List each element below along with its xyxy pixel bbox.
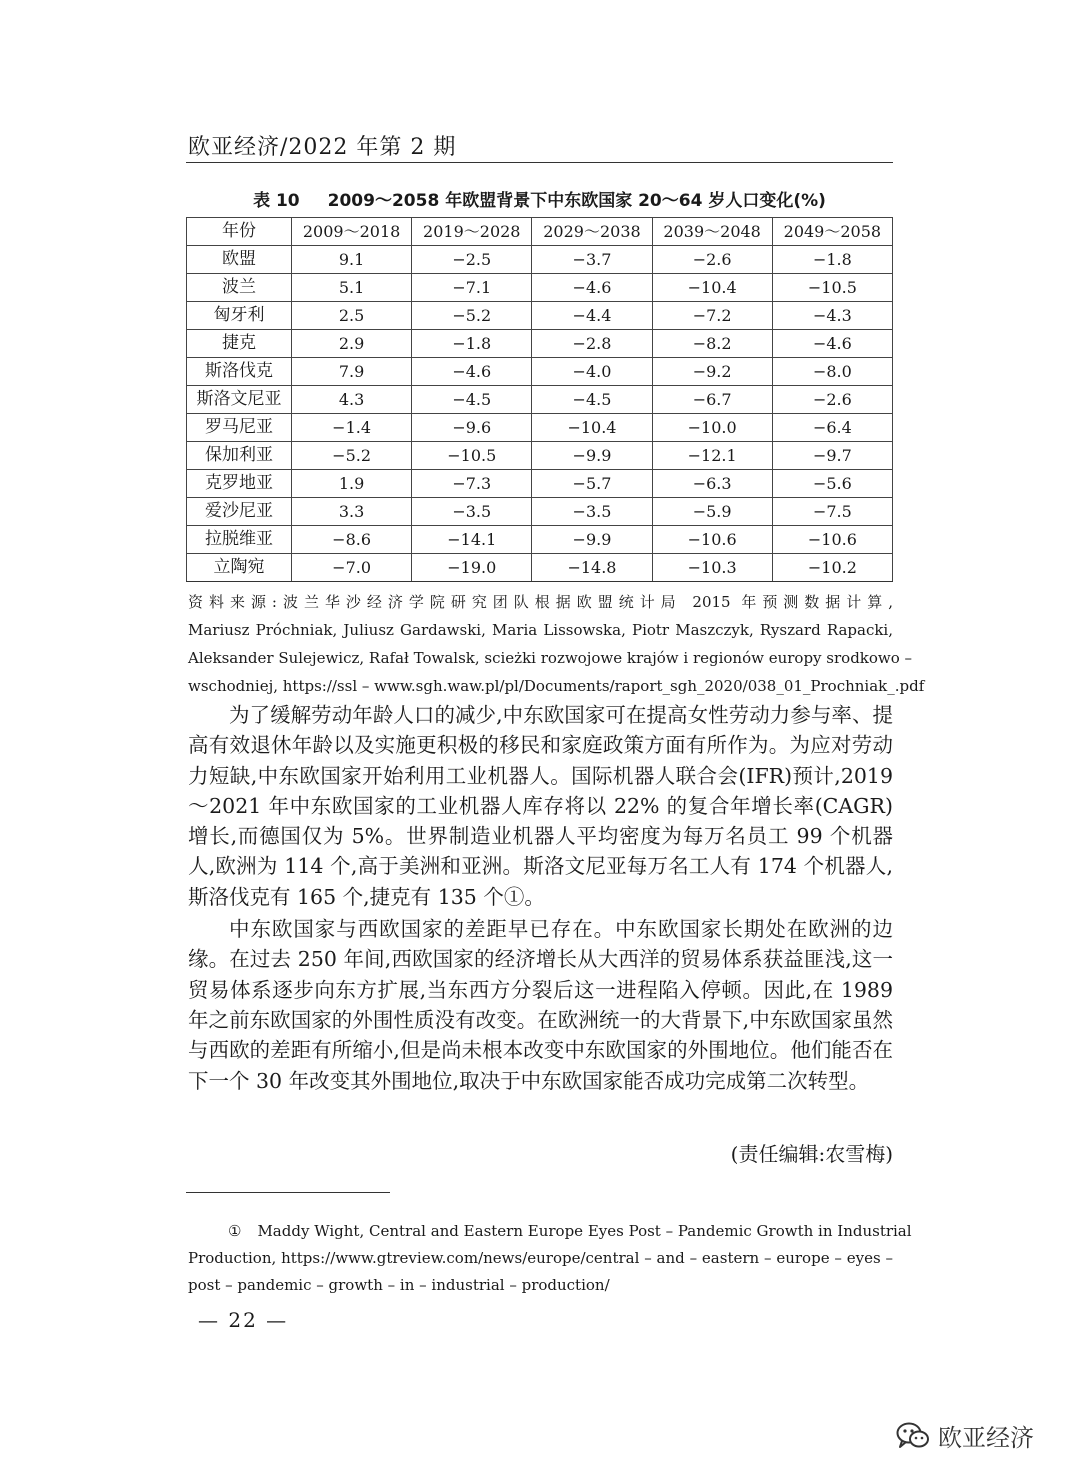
running-head: 欧亚经济/2022 年第 2 期 <box>188 135 457 160</box>
table-cell: −9.6 <box>412 414 532 442</box>
table-cell: 4.3 <box>292 386 412 414</box>
table-cell: −8.0 <box>772 358 892 386</box>
table-cell: −7.0 <box>292 554 412 582</box>
table-cell: 9.1 <box>292 246 412 274</box>
table-header-cell: 2019～2028 <box>412 218 532 246</box>
table-cell: −5.6 <box>772 470 892 498</box>
row-label-cell: 捷克 <box>187 330 292 358</box>
footnote-text: Maddy Wight, Central and Eastern Europe Eyes Post – Pandemic Growth in Industrial <box>257 1222 912 1240</box>
table-cell: −7.5 <box>772 498 892 526</box>
row-label-cell: 保加利亚 <box>187 442 292 470</box>
table-cell: −4.0 <box>532 358 652 386</box>
source-line: Aleksander Sulejewicz, Rafał Towalsk, scieżki rozwojowe krajów i regionów europy srodkowo – <box>188 649 913 667</box>
table-cell: −8.6 <box>292 526 412 554</box>
table-cell: −4.6 <box>772 330 892 358</box>
table-cell: 2.9 <box>292 330 412 358</box>
table-title: 2009～2058 年欧盟背景下中东欧国家 20～64 岁人口变化(%) <box>327 191 826 211</box>
table-row <box>187 554 893 582</box>
table-cell: −5.2 <box>292 442 412 470</box>
footnote-line: post – pandemic – growth – in – industrial – production/ <box>188 1276 610 1294</box>
table-header-cell: 2049～2058 <box>772 218 892 246</box>
row-label-cell: 克罗地亚 <box>187 470 292 498</box>
row-label-cell: 拉脱维亚 <box>187 526 292 554</box>
table-cell: −5.7 <box>532 470 652 498</box>
footnote-rule <box>186 1192 390 1193</box>
table-cell: −10.6 <box>652 526 772 554</box>
table-cell: −4.5 <box>412 386 532 414</box>
table-cell: −10.4 <box>532 414 652 442</box>
header-rule <box>186 162 893 163</box>
table-cell: −5.2 <box>412 302 532 330</box>
table-cell: −6.4 <box>772 414 892 442</box>
table-cell: −9.9 <box>532 442 652 470</box>
table-row <box>187 330 893 358</box>
watermark <box>896 1418 1034 1453</box>
table-cell: −9.2 <box>652 358 772 386</box>
watermark-label: 欧亚经济 <box>938 1424 1034 1452</box>
wechat-icon <box>896 1421 930 1451</box>
table-source-note <box>188 588 925 700</box>
table-cell: −4.4 <box>532 302 652 330</box>
table-cell: −6.3 <box>652 470 772 498</box>
table-cell: −10.4 <box>652 274 772 302</box>
table-cell: −10.2 <box>772 554 892 582</box>
table-cell: −2.6 <box>652 246 772 274</box>
footnote-line <box>188 1218 912 1245</box>
table-cell: −10.6 <box>772 526 892 554</box>
row-label-cell: 波兰 <box>187 274 292 302</box>
source-line: Mariusz Próchniak, Juliusz Gardawski, Maria Lissowska, Piotr Maszczyk, Ryszard Rapacki, <box>188 621 893 639</box>
table-cell: −12.1 <box>652 442 772 470</box>
table-cell: −14.8 <box>532 554 652 582</box>
table-cell: −4.6 <box>532 274 652 302</box>
table-cell: −10.3 <box>652 554 772 582</box>
footnote-line: Production, https://www.gtreview.com/news/europe/central – and – eastern – europe – eyes – <box>188 1249 893 1267</box>
table-cell: 2.5 <box>292 302 412 330</box>
row-label-cell: 斯洛文尼亚 <box>187 386 292 414</box>
table-header-cell: 2029～2038 <box>532 218 652 246</box>
table-row <box>187 386 893 414</box>
table-header-row <box>187 218 893 246</box>
table-header-cell: 年份 <box>187 218 292 246</box>
table-cell: −3.7 <box>532 246 652 274</box>
source-line: 资料来源:波兰华沙经济学院研究团队根据欧盟统计局 2015 年预测数据计算, <box>188 593 893 611</box>
table-cell: −10.0 <box>652 414 772 442</box>
table-cell: 3.3 <box>292 498 412 526</box>
table-cell: −10.5 <box>412 442 532 470</box>
table-cell: −7.1 <box>412 274 532 302</box>
table-number: 表 10 <box>253 191 300 211</box>
table-row <box>187 302 893 330</box>
table-cell: −8.2 <box>652 330 772 358</box>
table-body <box>187 246 893 582</box>
table-cell: 7.9 <box>292 358 412 386</box>
table-row <box>187 526 893 554</box>
table-row <box>187 246 893 274</box>
row-label-cell: 爱沙尼亚 <box>187 498 292 526</box>
table-cell: −10.5 <box>772 274 892 302</box>
population-change-table <box>186 217 893 582</box>
table-cell: −3.5 <box>532 498 652 526</box>
table-cell: −19.0 <box>412 554 532 582</box>
row-label-cell: 欧盟 <box>187 246 292 274</box>
table-cell: −4.3 <box>772 302 892 330</box>
table-row <box>187 358 893 386</box>
row-label-cell: 罗马尼亚 <box>187 414 292 442</box>
table-cell: −9.7 <box>772 442 892 470</box>
table-cell: −2.5 <box>412 246 532 274</box>
table-row <box>187 470 893 498</box>
table-cell: −4.5 <box>532 386 652 414</box>
table-row <box>187 498 893 526</box>
table-cell: −1.8 <box>772 246 892 274</box>
footnote-mark: ① <box>228 1222 242 1240</box>
row-label-cell: 斯洛伐克 <box>187 358 292 386</box>
table-cell: −7.3 <box>412 470 532 498</box>
body-paragraph: 中东欧国家与西欧国家的差距早已存在。中东欧国家长期处在欧洲的边缘。在过去 250 年间,西欧国家的经济增长从大西洋的贸易体系获益匪浅,这一贸易体系逐步向东方扩展,当东西方分裂后这一进程陷入停顿。因此,在 1989 年之前东欧国家的外围性质没有改变。在欧洲统一的大背景下,中东欧国家虽然与西欧的差距有所缩小,但是尚未根本改变中东欧国家的外围地位。他们能否在下一个 30 年改变其外围地位,取决于中东欧国家能否成功完成第二次转型。 <box>188 917 893 1093</box>
table-cell: −1.8 <box>412 330 532 358</box>
table-cell: −1.4 <box>292 414 412 442</box>
body-text <box>188 700 893 1096</box>
table-cell: −7.2 <box>652 302 772 330</box>
row-label-cell: 立陶宛 <box>187 554 292 582</box>
row-label-cell: 匈牙利 <box>187 302 292 330</box>
table-row <box>187 274 893 302</box>
table-cell: −9.9 <box>532 526 652 554</box>
table-row <box>187 442 893 470</box>
page-number: — 22 — <box>198 1308 289 1332</box>
footnote <box>188 1218 912 1299</box>
table-row <box>187 414 893 442</box>
table-cell: 1.9 <box>292 470 412 498</box>
table-cell: 5.1 <box>292 274 412 302</box>
table-cell: −6.7 <box>652 386 772 414</box>
table-cell: −5.9 <box>652 498 772 526</box>
table-cell: −2.8 <box>532 330 652 358</box>
table-header-cell: 2009～2018 <box>292 218 412 246</box>
source-line: wschodniej, https://ssl – www.sgh.waw.pl/pl/Documents/raport_sgh_2020/038_01_Prochniak_.pdf <box>188 677 925 695</box>
table-cell: −4.6 <box>412 358 532 386</box>
table-cell: −3.5 <box>412 498 532 526</box>
table-cell: −14.1 <box>412 526 532 554</box>
responsible-editor: (责任编辑:农雪梅) <box>730 1142 893 1166</box>
table-caption <box>186 186 893 211</box>
body-paragraph: 为了缓解劳动年龄人口的减少,中东欧国家可在提高女性劳动力参与率、提高有效退休年龄以及实施更积极的移民和家庭政策方面有所作为。为应对劳动力短缺,中东欧国家开始利用工业机器人。国际机器人联合会(IFR)预计,2019～2021 年中东欧国家的工业机器人库存将以 22% 的复合年增长率(CAGR)增长,而德国仅为 5%。世界制造业机器人平均密度为每万名员工 99 个机器人,欧洲为 114 个,高于美洲和亚洲。斯洛文尼亚每万名工人有 174 个机器人,斯洛伐克有 165 个,捷克有 135 个①。 <box>188 703 893 909</box>
table-header-cell: 2039～2048 <box>652 218 772 246</box>
table-cell: −2.6 <box>772 386 892 414</box>
